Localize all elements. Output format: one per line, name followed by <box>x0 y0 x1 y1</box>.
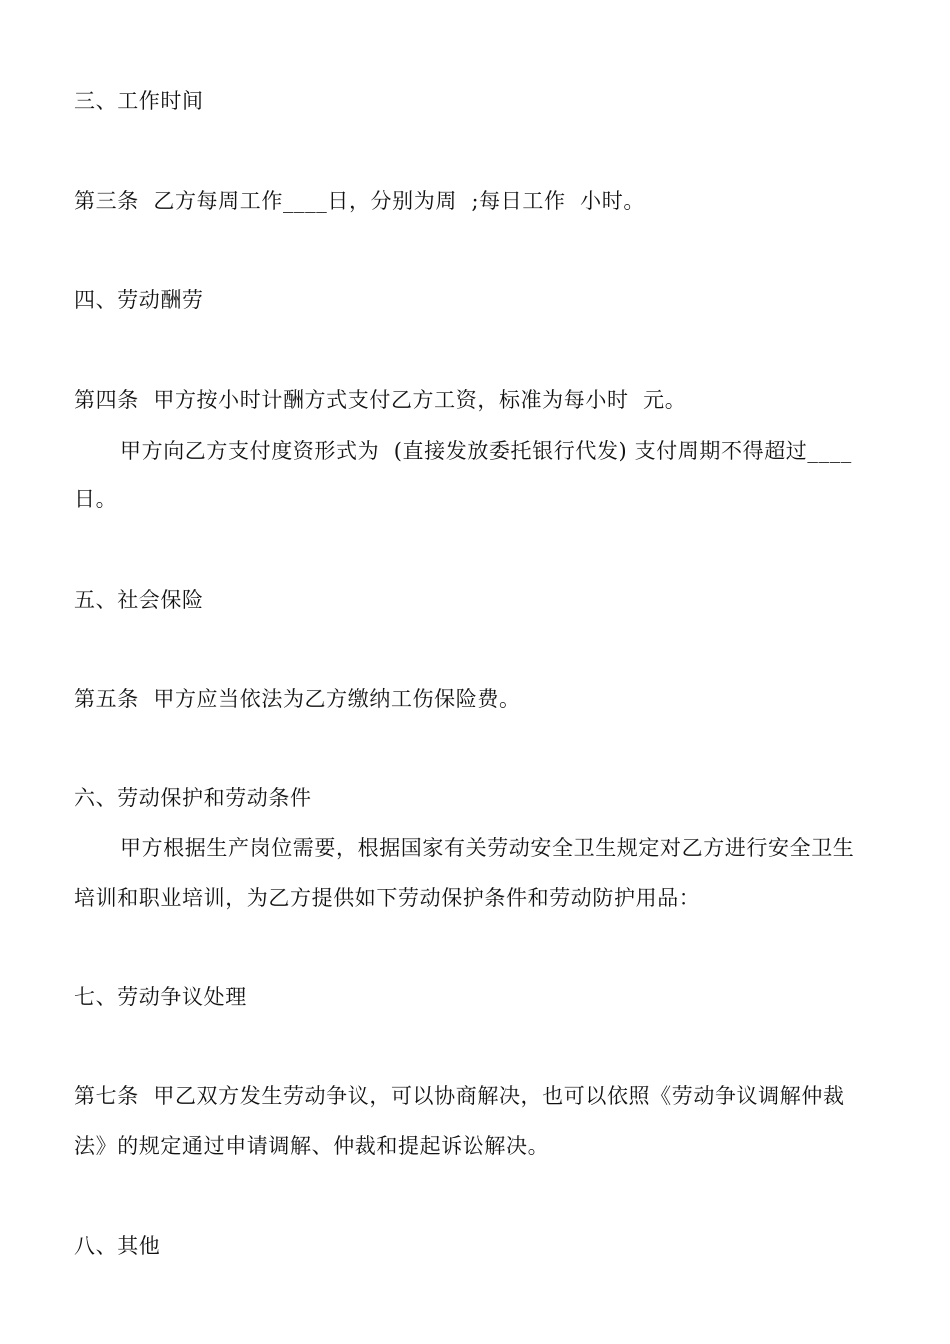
section-heading-labor-protection: 六、劳动保护和劳动条件 <box>74 786 312 810</box>
section-heading-social-insurance: 五、社会保险 <box>74 588 204 612</box>
labor-protection-text-cont: 培训和职业培训，为乙方提供如下劳动保护条件和劳动防护用品： <box>74 886 701 910</box>
article-7-text-cont: 法》的规定通过申请调解、仲裁和提起诉讼解决。 <box>74 1134 550 1158</box>
article-5-text: 第五条 甲方应当依法为乙方缴纳工伤保险费。 <box>74 687 521 711</box>
payment-method-text-cont: 日。 <box>74 487 118 511</box>
section-heading-work-hours: 三、工作时间 <box>74 89 204 113</box>
article-7-text: 第七条 甲乙双方发生劳动争议，可以协商解决，也可以依照《劳动争议调解仲裁 <box>74 1084 845 1108</box>
labor-protection-text: 甲方根据生产岗位需要，根据国家有关劳动安全卫生规定对乙方进行安全卫生 <box>120 836 855 860</box>
article-3-text: 第三条 乙方每周工作____日，分别为周 ;每日工作 小时。 <box>74 189 645 213</box>
section-heading-other: 八、其他 <box>74 1234 161 1258</box>
article-4-text: 第四条 甲方按小时计酬方式支付乙方工资，标准为每小时 元。 <box>74 388 687 412</box>
payment-method-text: 甲方向乙方支付度资形式为 (直接发放委托银行代发) 支付周期不得超过____ <box>120 439 852 463</box>
section-heading-remuneration: 四、劳动酬劳 <box>74 288 204 312</box>
section-heading-dispute: 七、劳动争议处理 <box>74 985 247 1009</box>
